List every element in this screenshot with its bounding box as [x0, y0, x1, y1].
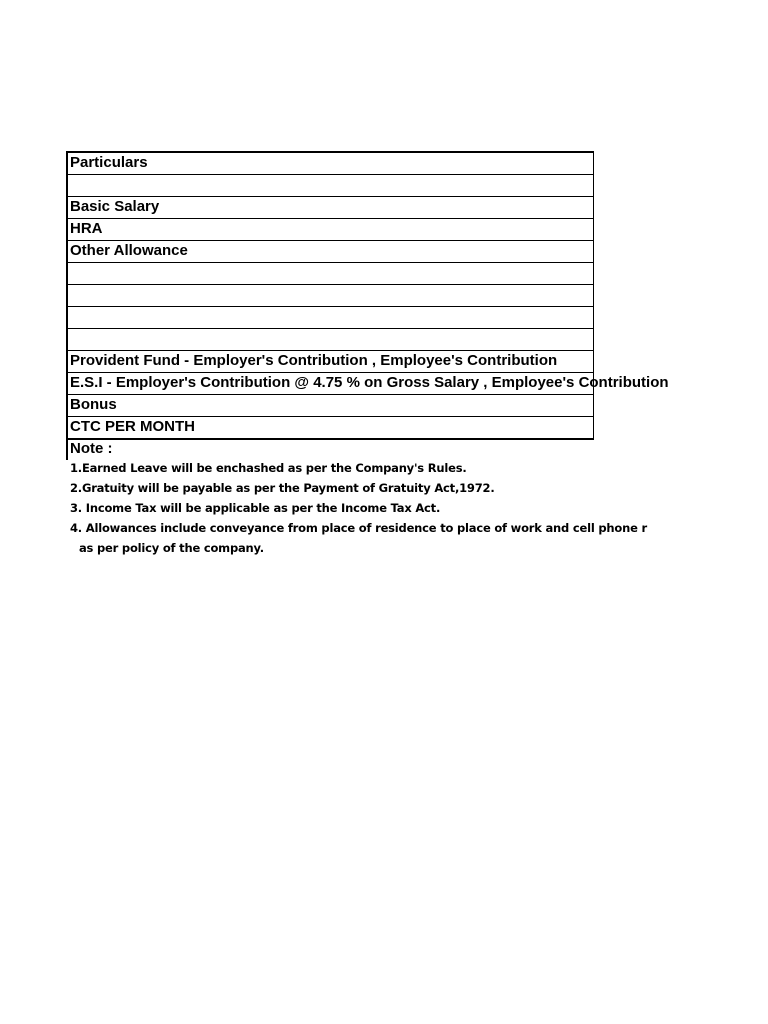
- note-item: 1.Earned Leave will be enchashed as per the Company's Rules.: [70, 461, 467, 475]
- note-item: 4. Allowances include conveyance from place of residence to place of work and cell phone r: [70, 521, 647, 535]
- table-row-empty: [68, 263, 594, 285]
- note-item: 3. Income Tax will be applicable as per the Income Tax Act.: [70, 501, 441, 515]
- table-row-empty: [68, 329, 594, 351]
- note-heading: Note :: [66, 440, 590, 460]
- notes-list: [70, 460, 647, 560]
- salary-sheet: [66, 151, 669, 460]
- note-item: 2.Gratuity will be payable as per the Payment of Gratuity Act,1972.: [70, 481, 495, 495]
- table-row-ctc-per-month: CTC PER MONTH: [68, 417, 594, 440]
- table-row-hra: HRA: [68, 219, 594, 241]
- table-row-empty: [68, 285, 594, 307]
- ctc-table: [66, 151, 669, 440]
- table-row-particulars: Particulars: [68, 153, 594, 175]
- table-row-esi: E.S.I - Employer's Contribution @ 4.75 % on Gross Salary , Employee's Contribution: [68, 373, 594, 395]
- table-row-empty: [68, 175, 594, 197]
- table-row-bonus: Bonus: [68, 395, 594, 417]
- table-row-basic-salary: Basic Salary: [68, 197, 594, 219]
- table-row-provident-fund: Provident Fund - Employer's Contribution , Employee's Contribution: [68, 351, 594, 373]
- note-item-continuation: as per policy of the company.: [79, 541, 264, 555]
- table-row-empty: [68, 307, 594, 329]
- table-row-other-allowance: Other Allowance: [68, 241, 594, 263]
